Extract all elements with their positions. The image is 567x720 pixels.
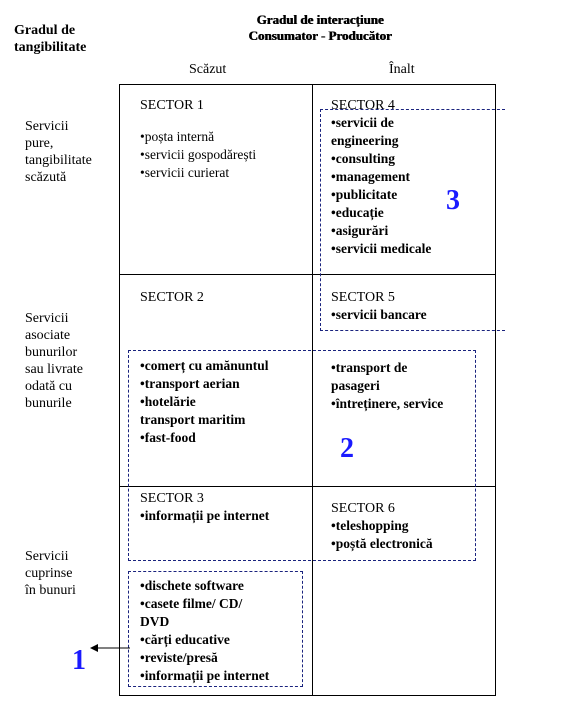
row1-label-line: Servicii <box>25 119 69 134</box>
row1-label <box>25 118 92 186</box>
tangibility-header-line2: tangibilitate <box>14 40 87 55</box>
sector5-title: SECTOR 5 <box>331 290 395 305</box>
list-item: • dischete software <box>140 577 270 595</box>
sector2-extra-item: transport maritim <box>140 412 246 427</box>
tangibility-header <box>14 22 86 56</box>
row1-label-line: pure, <box>25 136 54 151</box>
list-item: • poșta internă <box>140 128 256 146</box>
sector4-title: SECTOR 4 <box>331 98 395 113</box>
row2-label-line: asociate <box>25 328 71 343</box>
column-high-label: Înalt <box>389 62 415 77</box>
sector1-cell <box>140 98 256 182</box>
list-item: • asigurări <box>331 222 491 240</box>
sector2-title: SECTOR 2 <box>140 290 204 305</box>
row2-label-line: odată cu <box>25 379 73 394</box>
sector3-title: SECTOR 3 <box>140 491 204 506</box>
row3-label-line: în bunuri <box>25 583 76 598</box>
row2-label-line: sau livrate <box>25 362 83 377</box>
list-item: • transport de pasageri <box>331 359 431 395</box>
grid-line-left <box>119 84 120 696</box>
list-item: • transport aerian <box>140 375 268 393</box>
list-item: • educație <box>331 204 491 222</box>
row3-label-line: cuprinse <box>25 566 73 581</box>
row2-label-line: bunurilor <box>25 345 78 360</box>
list-item: • cărți educative <box>140 631 270 649</box>
column-low-label: Scăzut <box>189 62 227 77</box>
list-item: • servicii de engineering <box>331 114 421 150</box>
interaction-header-line1: Gradul de interacțiune <box>256 12 384 27</box>
list-item: • teleshopping <box>331 517 433 535</box>
list-item: • servicii bancare <box>331 306 427 324</box>
list-item: • consulting <box>331 150 491 168</box>
group1-dashed-box <box>128 571 303 687</box>
group3-marker: 3 <box>446 185 460 216</box>
list-item: • servicii medicale <box>331 240 491 258</box>
sector1-title: SECTOR 1 <box>140 98 204 113</box>
sector6-title: SECTOR 6 <box>331 501 395 516</box>
row2-label <box>25 310 83 412</box>
list-item: • management <box>331 168 491 186</box>
sector1-list <box>140 128 256 182</box>
group1-marker: 1 <box>72 645 86 676</box>
list-item: • întreținere, service <box>331 395 443 413</box>
row2-label-line: Servicii <box>25 311 69 326</box>
row1-label-line: scăzută <box>25 170 67 185</box>
grid-line-bottom <box>119 695 496 696</box>
list-item: • casete filme/ CD/ DVD <box>140 595 270 631</box>
list-item: • fast-food <box>140 429 268 447</box>
list-item: • servicii curierat <box>140 164 256 182</box>
list-item: • poștă electronică <box>331 535 433 553</box>
list-item: • servicii gospodărești <box>140 146 256 164</box>
list-item: • informații pe internet <box>140 667 270 685</box>
interaction-header <box>200 12 440 44</box>
row3-label-line: Servicii <box>25 549 69 564</box>
row1-label-line: tangibilitate <box>25 153 92 168</box>
row2-label-line: bunurile <box>25 396 72 411</box>
list-item: • reviste/presă <box>140 649 270 667</box>
row3-label <box>25 548 76 599</box>
list-item: • hotelărie <box>140 393 268 411</box>
list-item: • informații pe internet <box>140 507 269 525</box>
interaction-header-line2: Consumator - Producător <box>248 28 392 43</box>
group3-dashed-box <box>320 109 505 331</box>
list-item: • publicitate <box>331 186 491 204</box>
tangibility-header-line1: Gradul de <box>14 23 76 38</box>
arrow-icon <box>88 640 132 656</box>
group2-marker: 2 <box>340 433 354 464</box>
group2-dashed-box <box>128 350 476 561</box>
list-item: • comerț cu amănuntul <box>140 357 268 375</box>
grid-line-top <box>119 84 496 85</box>
